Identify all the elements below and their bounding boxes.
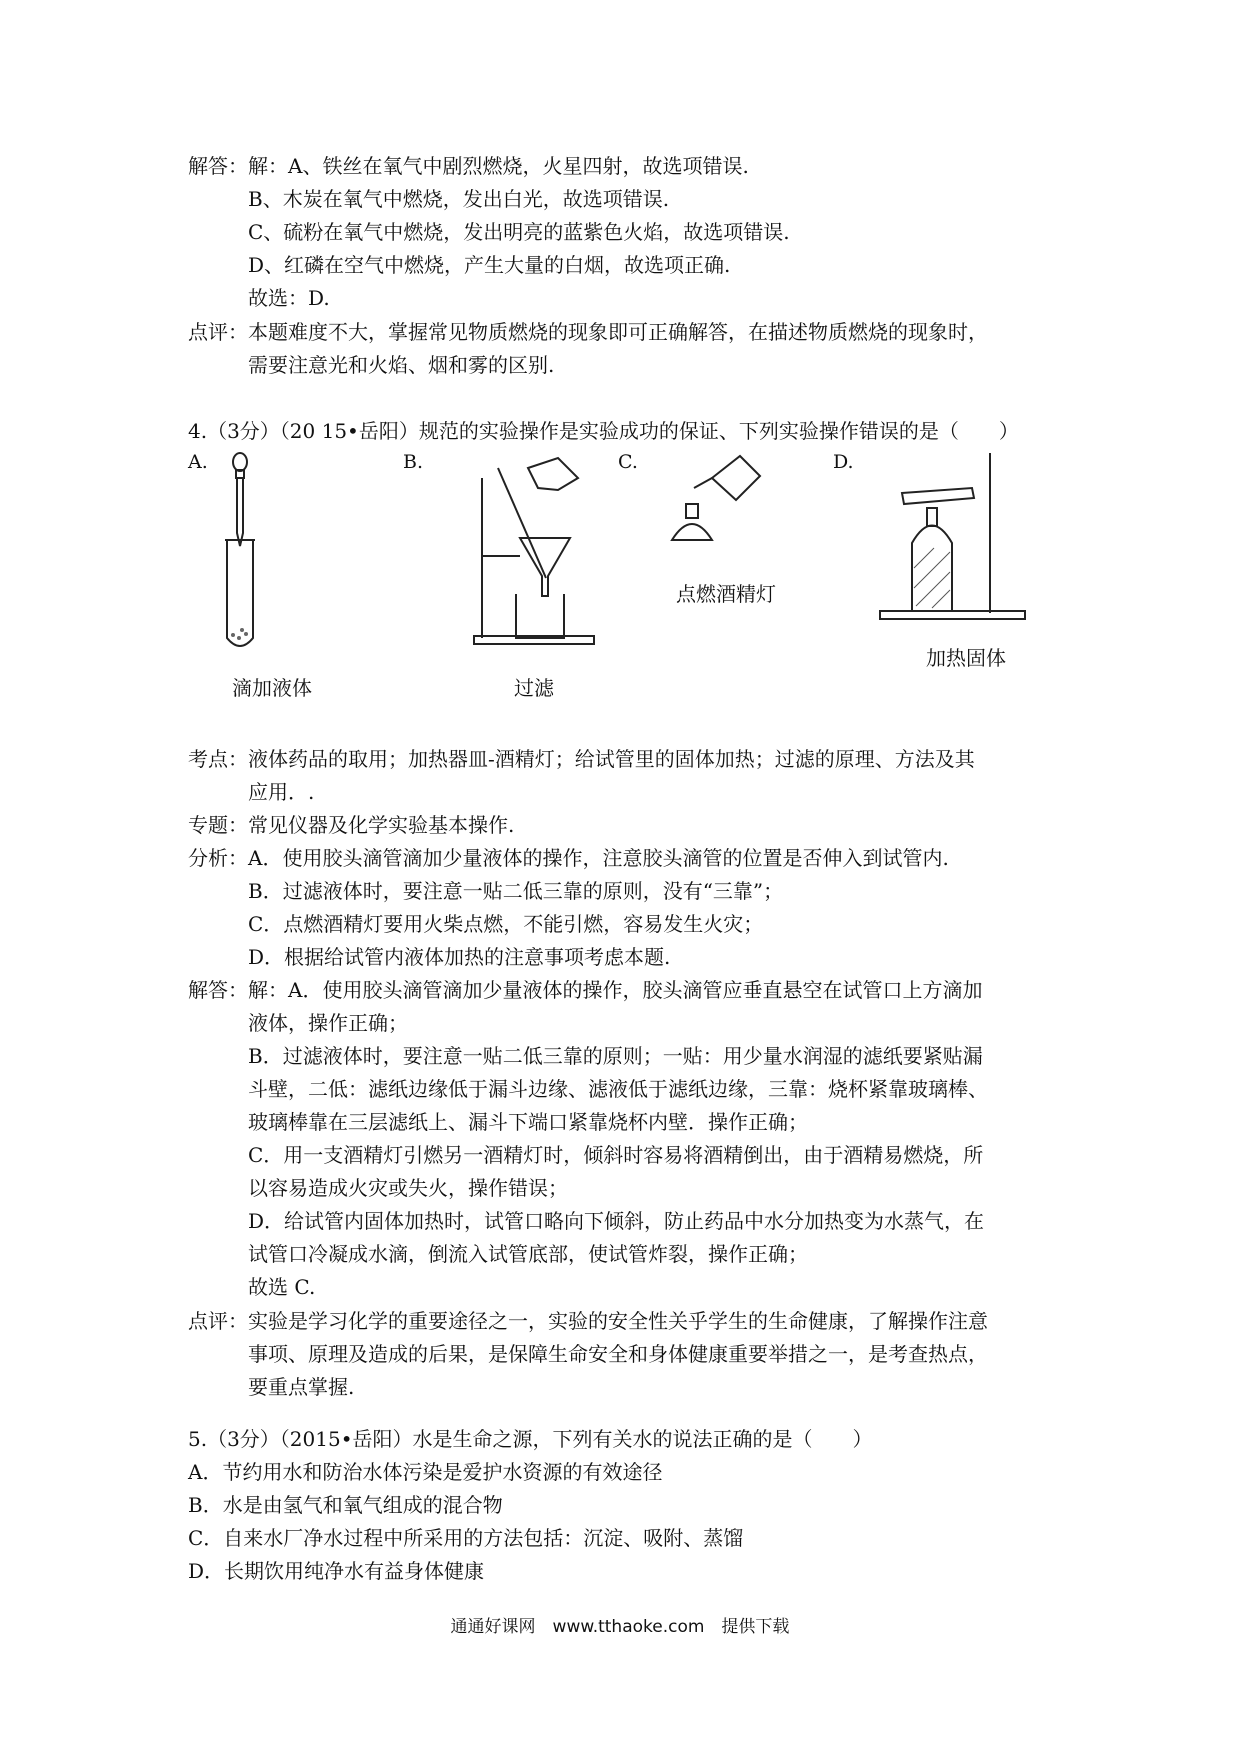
comment-line: 本题难度不大，掌握常见物质燃烧的现象即可正确解答，在描述物质燃烧的现象时，	[248, 320, 988, 344]
heating-solid-figure	[872, 448, 1032, 623]
answer-tag: 解答：	[188, 154, 248, 178]
question-stem: 5.（3分）（2015•岳阳）水是生命之源，下列有关水的说法正确的是（ ）	[188, 1427, 873, 1451]
kaodian-line: 液体药品的取用；加热器皿-酒精灯；给试管里的固体加热；过滤的原理、方法及其	[248, 747, 975, 771]
option-c: C．自来水厂净水过程中所采用的方法包括：沉淀、吸附、蒸馏	[188, 1526, 744, 1550]
answer-line: C．用一支酒精灯引燃另一酒精灯时，倾斜时容易将酒精倒出，由于酒精易燃烧，所	[248, 1143, 984, 1167]
answer-line: B、木炭在氧气中燃烧，发出白光，故选项错误.	[248, 187, 670, 211]
kaodian-line: 应用．.	[248, 780, 315, 804]
answer-line: 解：A．使用胶头滴管滴加少量液体的操作，胶头滴管应垂直悬空在试管口上方滴加	[248, 978, 983, 1002]
comment-tag: 点评：	[188, 320, 248, 344]
alcohol-lamp-figure	[662, 448, 772, 558]
answer-line: 解：A、铁丝在氧气中剧烈燃烧，火星四射，故选项错误.	[248, 154, 749, 178]
caption-d: 加热固体	[926, 646, 1006, 670]
kaodian-tag: 考点：	[188, 747, 248, 771]
question-stem: 4.（3分）（20 15•岳阳）规范的实验操作是实验成功的保证、下列实验操作错误的是（ ）	[188, 419, 1019, 443]
answer-line: 以容易造成火灾或失火，操作错误；	[248, 1176, 568, 1200]
answer-line: 玻璃棒靠在三层滤纸上、漏斗下端口紧靠烧杯内壁．操作正确；	[248, 1110, 808, 1134]
answer-line: B．过滤液体时，要注意一贴二低三靠的原则；一贴：用少量水润湿的滤纸要紧贴漏	[248, 1044, 983, 1068]
answer-line: 故选 C.	[248, 1275, 316, 1299]
answer-line: 斗壁，二低：滤纸边缘低于漏斗边缘、滤液低于滤纸边缘，三靠：烧杯紧靠玻璃棒、	[248, 1077, 988, 1101]
filtration-figure	[468, 448, 603, 653]
option-b: B．水是由氢气和氧气组成的混合物	[188, 1493, 503, 1517]
answer-line: D．给试管内固体加热时，试管口略向下倾斜，防止药品中水分加热变为水蒸气，在	[248, 1209, 985, 1233]
answer-tag: 解答：	[188, 978, 248, 1002]
caption-c: 点燃酒精灯	[676, 582, 776, 606]
comment-line: 要重点掌握.	[248, 1375, 355, 1399]
option-letter-a: A.	[188, 451, 208, 473]
comment-line: 事项、原理及造成的后果，是保障生命安全和身体健康重要举措之一，是考查热点，	[248, 1342, 988, 1366]
option-d: D．长期饮用纯净水有益身体健康	[188, 1559, 485, 1583]
caption-a: 滴加液体	[232, 676, 312, 700]
zhuanti-tag: 专题：	[188, 813, 248, 837]
option-a: A．节约用水和防治水体污染是爱护水资源的有效途径	[188, 1460, 663, 1484]
comment-line: 实验是学习化学的重要途径之一，实验的安全性关乎学生的生命健康，了解操作注意	[248, 1309, 988, 1333]
fenxi-line: D．根据给试管内液体加热的注意事项考虑本题.	[248, 945, 671, 969]
fenxi-tag: 分析：	[188, 846, 248, 870]
option-letter-b: B.	[403, 451, 424, 473]
option-letter-c: C.	[618, 451, 638, 473]
dropper-figure	[215, 448, 275, 658]
answer-line: 液体，操作正确；	[248, 1011, 408, 1035]
page-footer: 通通好课网 www.tthaoke.com 提供下载	[450, 1617, 790, 1637]
answer-line: 试管口冷凝成水滴，倒流入试管底部，使试管炸裂，操作正确；	[248, 1242, 808, 1266]
fenxi-line: C．点燃酒精灯要用火柴点燃，不能引燃，容易发生火灾；	[248, 912, 764, 936]
answer-line: C、硫粉在氧气中燃烧，发出明亮的蓝紫色火焰，故选项错误.	[248, 220, 790, 244]
fenxi-line: B．过滤液体时，要注意一贴二低三靠的原则，没有“三靠”；	[248, 879, 784, 903]
comment-line: 需要注意光和火焰、烟和雾的区别.	[248, 353, 555, 377]
comment-tag: 点评：	[188, 1309, 248, 1333]
zhuanti-line: 常见仪器及化学实验基本操作.	[248, 813, 515, 837]
caption-b: 过滤	[514, 676, 554, 700]
answer-line: D、红磷在空气中燃烧，产生大量的白烟，故选项正确.	[248, 253, 731, 277]
answer-line: 故选：D.	[248, 286, 330, 310]
option-letter-d: D.	[833, 451, 854, 473]
fenxi-line: A．使用胶头滴管滴加少量液体的操作，注意胶头滴管的位置是否伸入到试管内.	[248, 846, 949, 870]
